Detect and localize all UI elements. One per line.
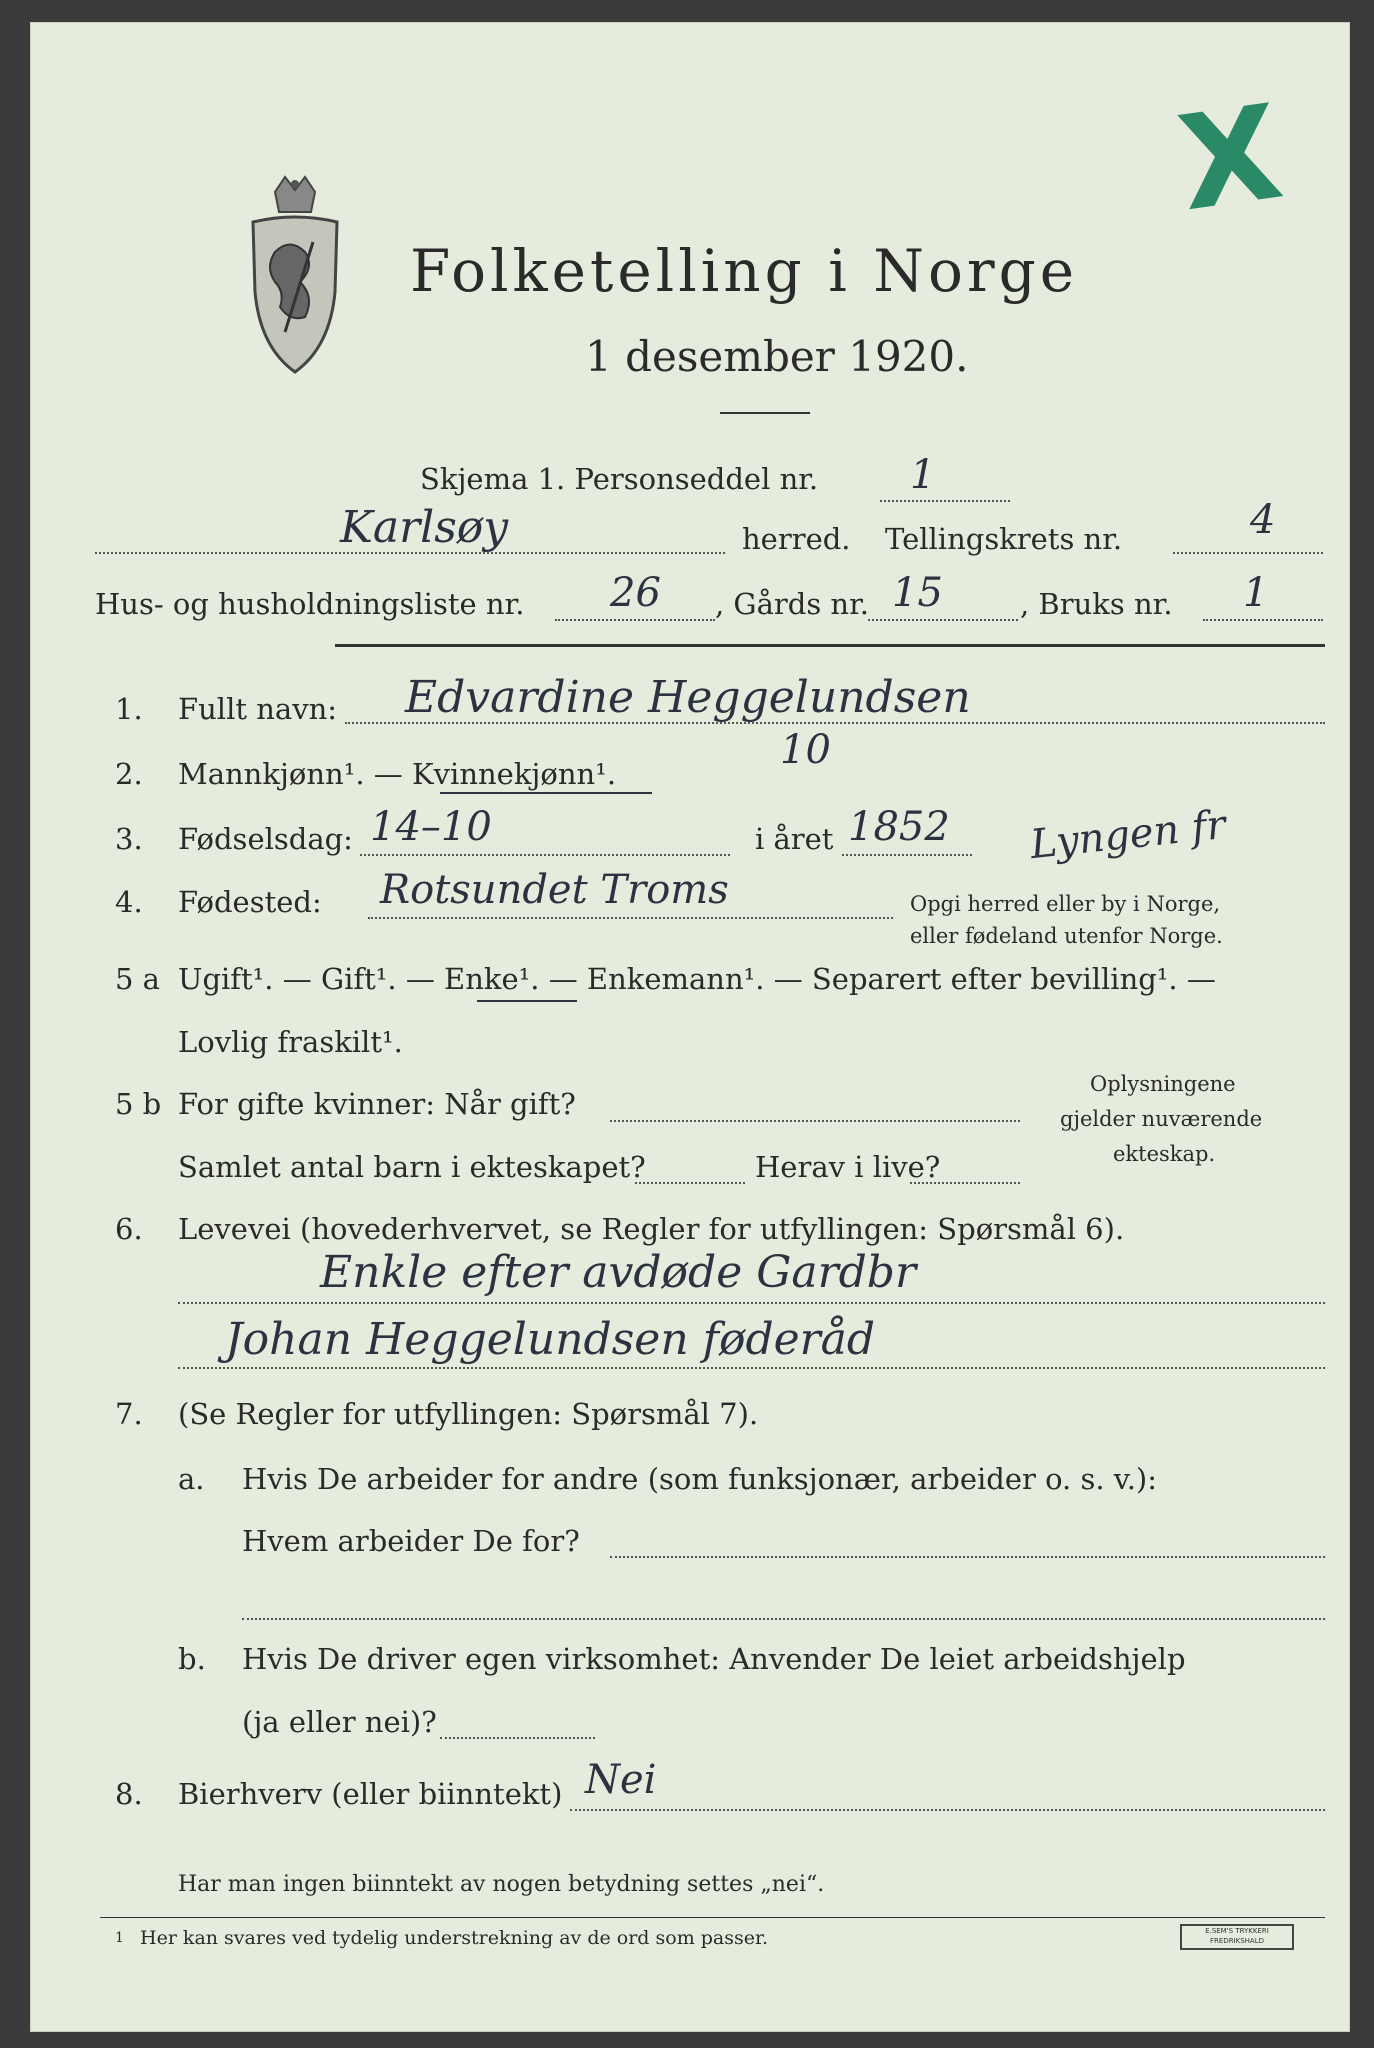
q3-year-field-line: [842, 854, 972, 856]
q1-answer-full-name: Edvardine Heggelundsen: [405, 672, 971, 723]
q1-label: Fullt navn:: [178, 692, 338, 726]
footnote-number: 1: [115, 1930, 124, 1946]
q5b-note-line2: gjelder nuværende: [1060, 1107, 1263, 1131]
checkmark-x-annotation: X: [1169, 75, 1291, 241]
q5b-note-line3: ekteskap.: [1113, 1142, 1216, 1166]
q5a-options-line2: Lovlig fraskilt¹.: [178, 1025, 403, 1059]
q6-field-line1: [178, 1302, 1325, 1304]
bruks-field-line: [1203, 619, 1323, 621]
q7b-line2: (ja eller nei)?: [242, 1705, 437, 1739]
q4-note-line1: Opgi herred eller by i Norge,: [910, 892, 1221, 916]
header-divider: [335, 644, 1325, 647]
personseddel-field-line: [880, 500, 1010, 502]
husholdning-label: Hus- og husholdningsliste nr.: [95, 587, 525, 621]
q7a-field-line2: [242, 1618, 1325, 1620]
printer-stamp: E.SEM'S TRYKKERI FREDRIKSHALD: [1180, 1924, 1294, 1950]
husholdning-nr-value: 26: [610, 570, 661, 616]
form-title: Folketelling i Norge: [410, 237, 1079, 305]
q3-label: Fødselsdag:: [178, 822, 353, 856]
q3-year-label: i året: [755, 822, 834, 856]
gards-field-line: [868, 619, 1018, 621]
q5b-note-line1: Oplysningene: [1090, 1072, 1236, 1096]
q7b-line1: Hvis De driver egen virksomhet: Anvender De leiet arbeidshjelp: [242, 1642, 1186, 1676]
q2-kvinnekjonn-underline: [440, 792, 652, 794]
q5b-married-field-line: [610, 1120, 1020, 1122]
q6-answer-line1: Enkle efter avdøde Gardbr: [320, 1247, 916, 1298]
q5a-options-line1: Ugift¹. — Gift¹. — Enke¹. — Enkemann¹. — Separert efter bevilling¹. —: [178, 962, 1216, 996]
q5a-number: 5 a: [115, 962, 160, 996]
q6-answer-line2: Johan Heggelundsen føderåd: [225, 1314, 876, 1365]
tellingskrets-field-line: [1173, 552, 1323, 554]
q7a-field-line1: [610, 1556, 1325, 1558]
q5b-children-label: Samlet antal barn i ekteskapet?: [178, 1150, 646, 1184]
q8-field-line: [570, 1809, 1325, 1811]
q5a-enke-underline: [477, 1000, 577, 1002]
q5b-number: 5 b: [115, 1087, 162, 1121]
q8-number: 8.: [115, 1777, 143, 1811]
q7-number: 7.: [115, 1397, 143, 1431]
tellingskrets-label: Tellingskrets nr.: [885, 522, 1123, 556]
title-divider: [720, 412, 810, 414]
q7b-field-line: [440, 1737, 595, 1739]
personseddel-nr-value: 1: [910, 452, 936, 498]
q8-label: Bierhverv (eller biinntekt): [178, 1777, 563, 1811]
q3-day-field-line: [360, 854, 730, 856]
coat-of-arms-emblem: [245, 172, 345, 382]
footnote-divider: [100, 1917, 1325, 1918]
herred-value: Karlsøy: [340, 502, 509, 553]
q7a-letter: a.: [178, 1462, 205, 1496]
q6-number: 6.: [115, 1212, 143, 1246]
q6-field-line2: [178, 1367, 1325, 1369]
form-date: 1 desember 1920.: [585, 332, 969, 381]
q2-handwritten-mark: 10: [780, 727, 831, 773]
q8-answer-value: Nei: [585, 1757, 657, 1803]
herred-label: herred.: [742, 522, 851, 556]
gards-label: , Gårds nr.: [715, 587, 869, 621]
footer-note: Har man ingen biinntekt av nogen betydning settes „nei“.: [178, 1872, 825, 1897]
footnote-text: Her kan svares ved tydelig understrekning av de ord som passer.: [140, 1927, 769, 1949]
q3-birth-day-value: 14–10: [370, 804, 492, 850]
q5b-line1: For gifte kvinner: Når gift?: [178, 1087, 576, 1121]
q6-label: Levevei (hovederhvervet, se Regler for utfyllingen: Spørsmål 6).: [178, 1212, 1125, 1246]
bruks-nr-value: 1: [1243, 570, 1269, 616]
q7b-letter: b.: [178, 1642, 206, 1676]
q4-label: Fødested:: [178, 885, 322, 919]
q3-birth-year-value: 1852: [848, 804, 950, 850]
q7-label: (Se Regler for utfyllingen: Spørsmål 7).: [178, 1397, 759, 1431]
q4-note-line2: eller fødeland utenfor Norge.: [910, 924, 1223, 948]
husholdning-field-line: [555, 619, 715, 621]
q5b-alive-field-line: [910, 1182, 1020, 1184]
q4-number: 4.: [115, 885, 143, 919]
gards-nr-value: 15: [892, 570, 943, 616]
q5b-alive-label: Herav i live?: [755, 1150, 941, 1184]
q7a-line1: Hvis De arbeider for andre (som funksjonær, arbeider o. s. v.):: [242, 1462, 1158, 1496]
q4-answer-birthplace: Rotsundet Troms: [380, 867, 729, 913]
q3-number: 3.: [115, 822, 143, 856]
q3-extra-handwriting: Lyngen fr: [1028, 801, 1228, 869]
q5b-children-field-line: [635, 1182, 745, 1184]
q7a-line2: Hvem arbeider De for?: [242, 1524, 580, 1558]
skjema-label: Skjema 1. Personseddel nr.: [420, 462, 819, 496]
q2-label: Mannkjønn¹. — Kvinnekjønn¹.: [178, 757, 617, 791]
q4-field-line: [368, 917, 893, 919]
q1-number: 1.: [115, 692, 143, 726]
census-form-sheet: [30, 22, 1350, 2032]
tellingskrets-nr-value: 4: [1250, 497, 1276, 543]
q2-number: 2.: [115, 757, 143, 791]
bruks-label: , Bruks nr.: [1020, 587, 1173, 621]
